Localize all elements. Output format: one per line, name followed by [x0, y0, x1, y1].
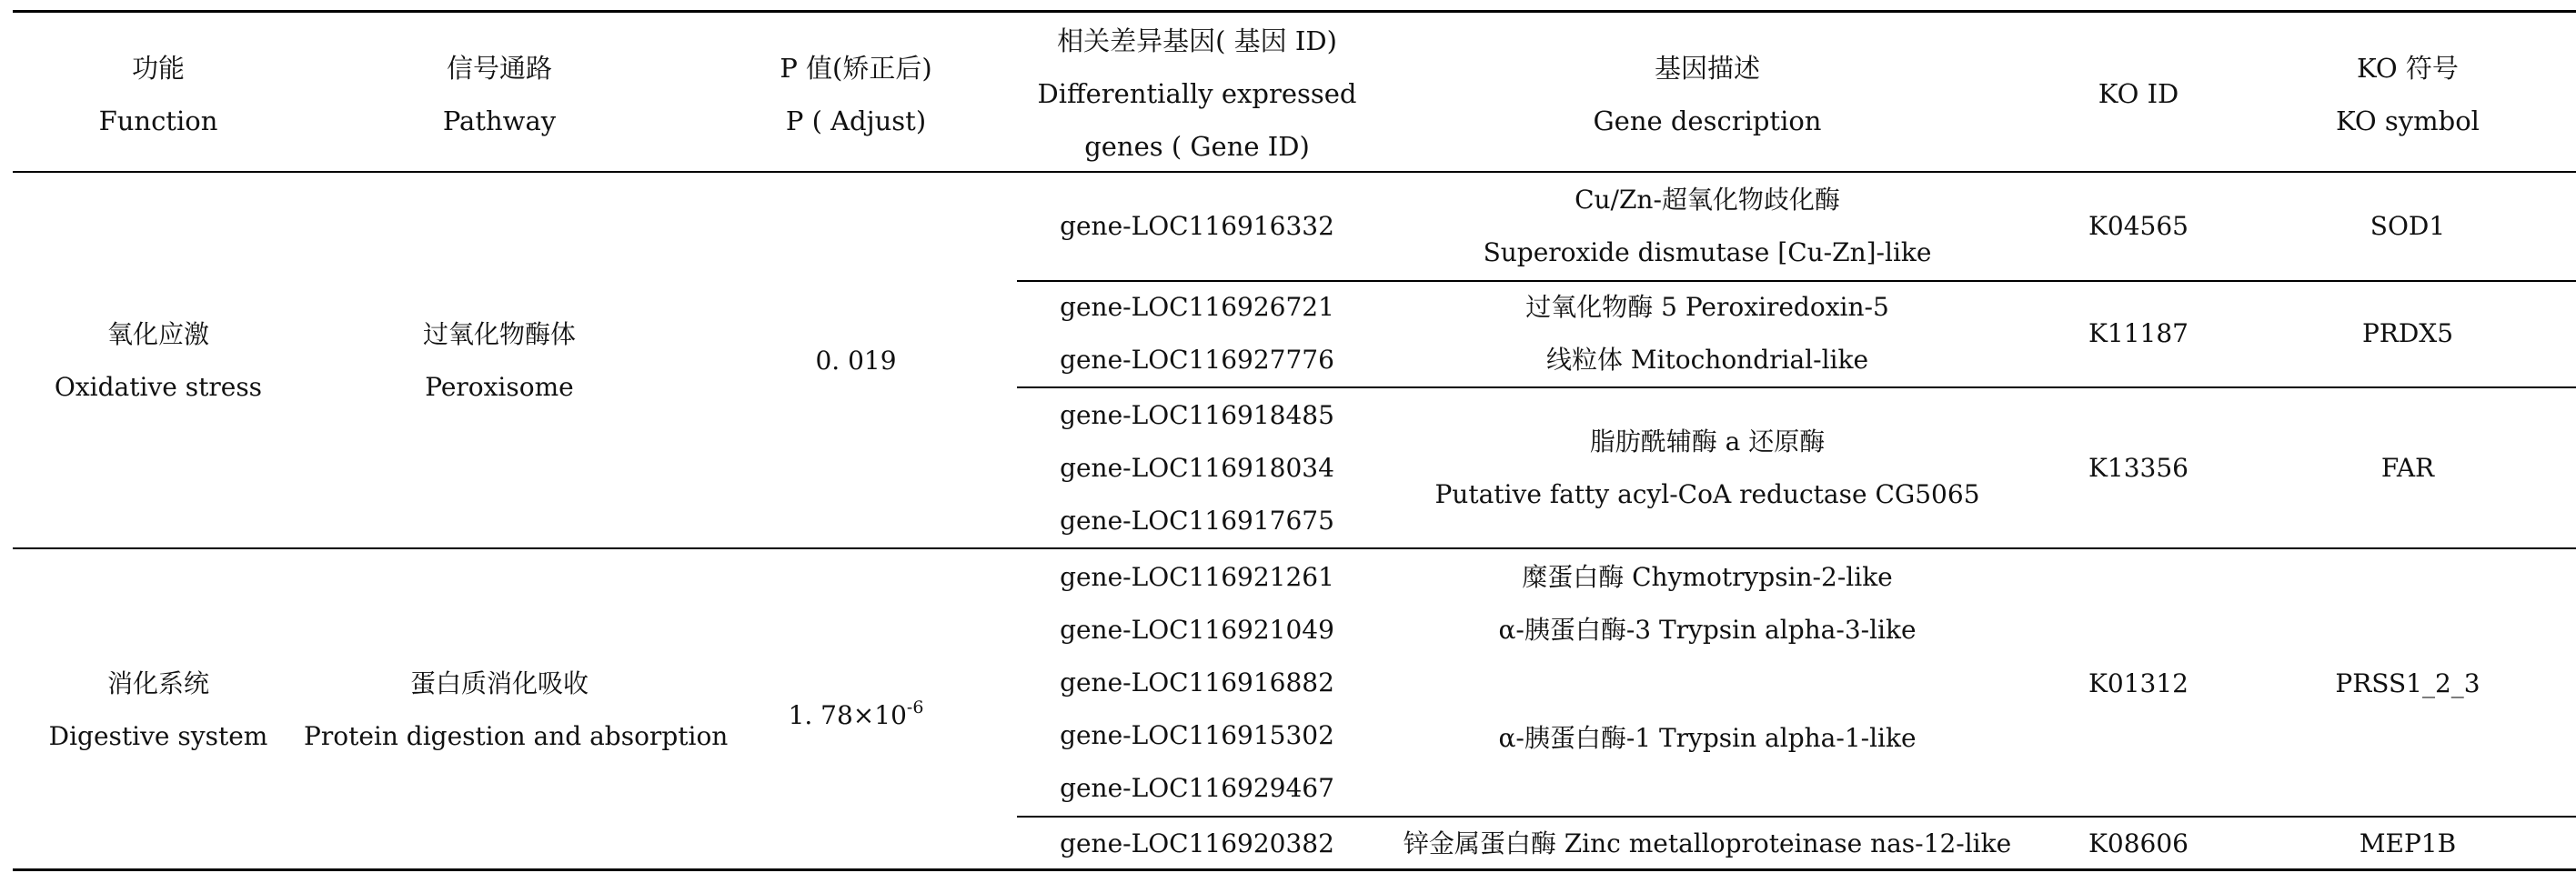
- table-row-ko-symbol: PRDX5: [2361, 318, 2454, 348]
- row-divider: [1017, 386, 2576, 388]
- table-top-rule: [13, 10, 2576, 13]
- table-row-ko-id: K01312: [2088, 668, 2189, 698]
- group-p-value: 0. 019: [815, 346, 897, 376]
- table-row-genes: gene-LOC116916332: [1060, 211, 1334, 241]
- table-row-genes: gene-LOC116921261 gene-LOC116921049 gene-LOC116916882 gene-LOC116915302 gene-LOC116929467: [1060, 562, 1334, 803]
- header-function: 功能 Function: [98, 53, 218, 136]
- header-genes: 相关差异基因( 基因 ID) Differentially expressed genes ( Gene ID): [1037, 25, 1357, 162]
- group-divider-rule: [13, 547, 2576, 549]
- table-row-ko-symbol: FAR: [2380, 453, 2435, 483]
- table-row-description: α-胰蛋白酶-1 Trypsin alpha-1-like: [1498, 723, 1917, 753]
- header-p-value: P 值(矫正后) P ( Adjust): [780, 53, 932, 136]
- header-description: 基因描述 Gene description: [1593, 53, 1822, 136]
- table-row-ko-id: K04565: [2088, 211, 2189, 241]
- header-pathway: 信号通路 Pathway: [442, 53, 557, 136]
- table-row-ko-id: K08606: [2088, 828, 2189, 858]
- header-ko-id: KO ID: [2098, 78, 2179, 109]
- table-row-genes: gene-LOC116920382: [1060, 828, 1334, 858]
- group-pathway-label: 蛋白质消化吸收 Protein digestion and absorption: [304, 668, 729, 751]
- p-value-exponent: -6: [906, 697, 924, 717]
- table-row-ko-id: K11187: [2088, 318, 2189, 348]
- table-row-description: 脂肪酰辅酶 a 还原酶 Putative fatty acyl-CoA reductase CG5065: [1434, 426, 1980, 509]
- table-row-ko-symbol: MEP1B: [2359, 828, 2457, 858]
- table-row-description: 过氧化物酶 5 Peroxiredoxin-5 线粒体 Mitochondrial-like: [1525, 292, 1889, 375]
- p-value-base: 1. 78×10: [788, 700, 907, 730]
- table-row-genes: gene-LOC116926721 gene-LOC116927776: [1060, 292, 1334, 375]
- table-row-genes: gene-LOC116918485 gene-LOC116918034 gene-LOC116917675: [1060, 400, 1334, 536]
- table-row-ko-symbol: SOD1: [2370, 211, 2446, 241]
- table-row-description: Cu/Zn-超氧化物歧化酶 Superoxide dismutase [Cu-Zn]-like: [1483, 185, 1932, 267]
- group-p-value: [695, 689, 1017, 742]
- header-ko-symbol: KO 符号 KO symbol: [2336, 53, 2480, 136]
- table-row-ko-symbol: PRSS1_2_3: [2335, 668, 2480, 698]
- table-row-ko-id: K13356: [2088, 453, 2189, 483]
- group-function-label: 氧化应激 Oxidative stress: [54, 319, 263, 402]
- table-row-description: 锌金属蛋白酶 Zinc metalloproteinase nas-12-like: [1403, 828, 2012, 858]
- group-pathway-label: 过氧化物酶体 Peroxisome: [422, 319, 576, 402]
- table-row-description: 糜蛋白酶 Chymotrypsin-2-like α-胰蛋白酶-3 Trypsin alpha-3-like: [1498, 562, 1917, 645]
- group-function-label: 消化系统 Digestive system: [48, 668, 268, 751]
